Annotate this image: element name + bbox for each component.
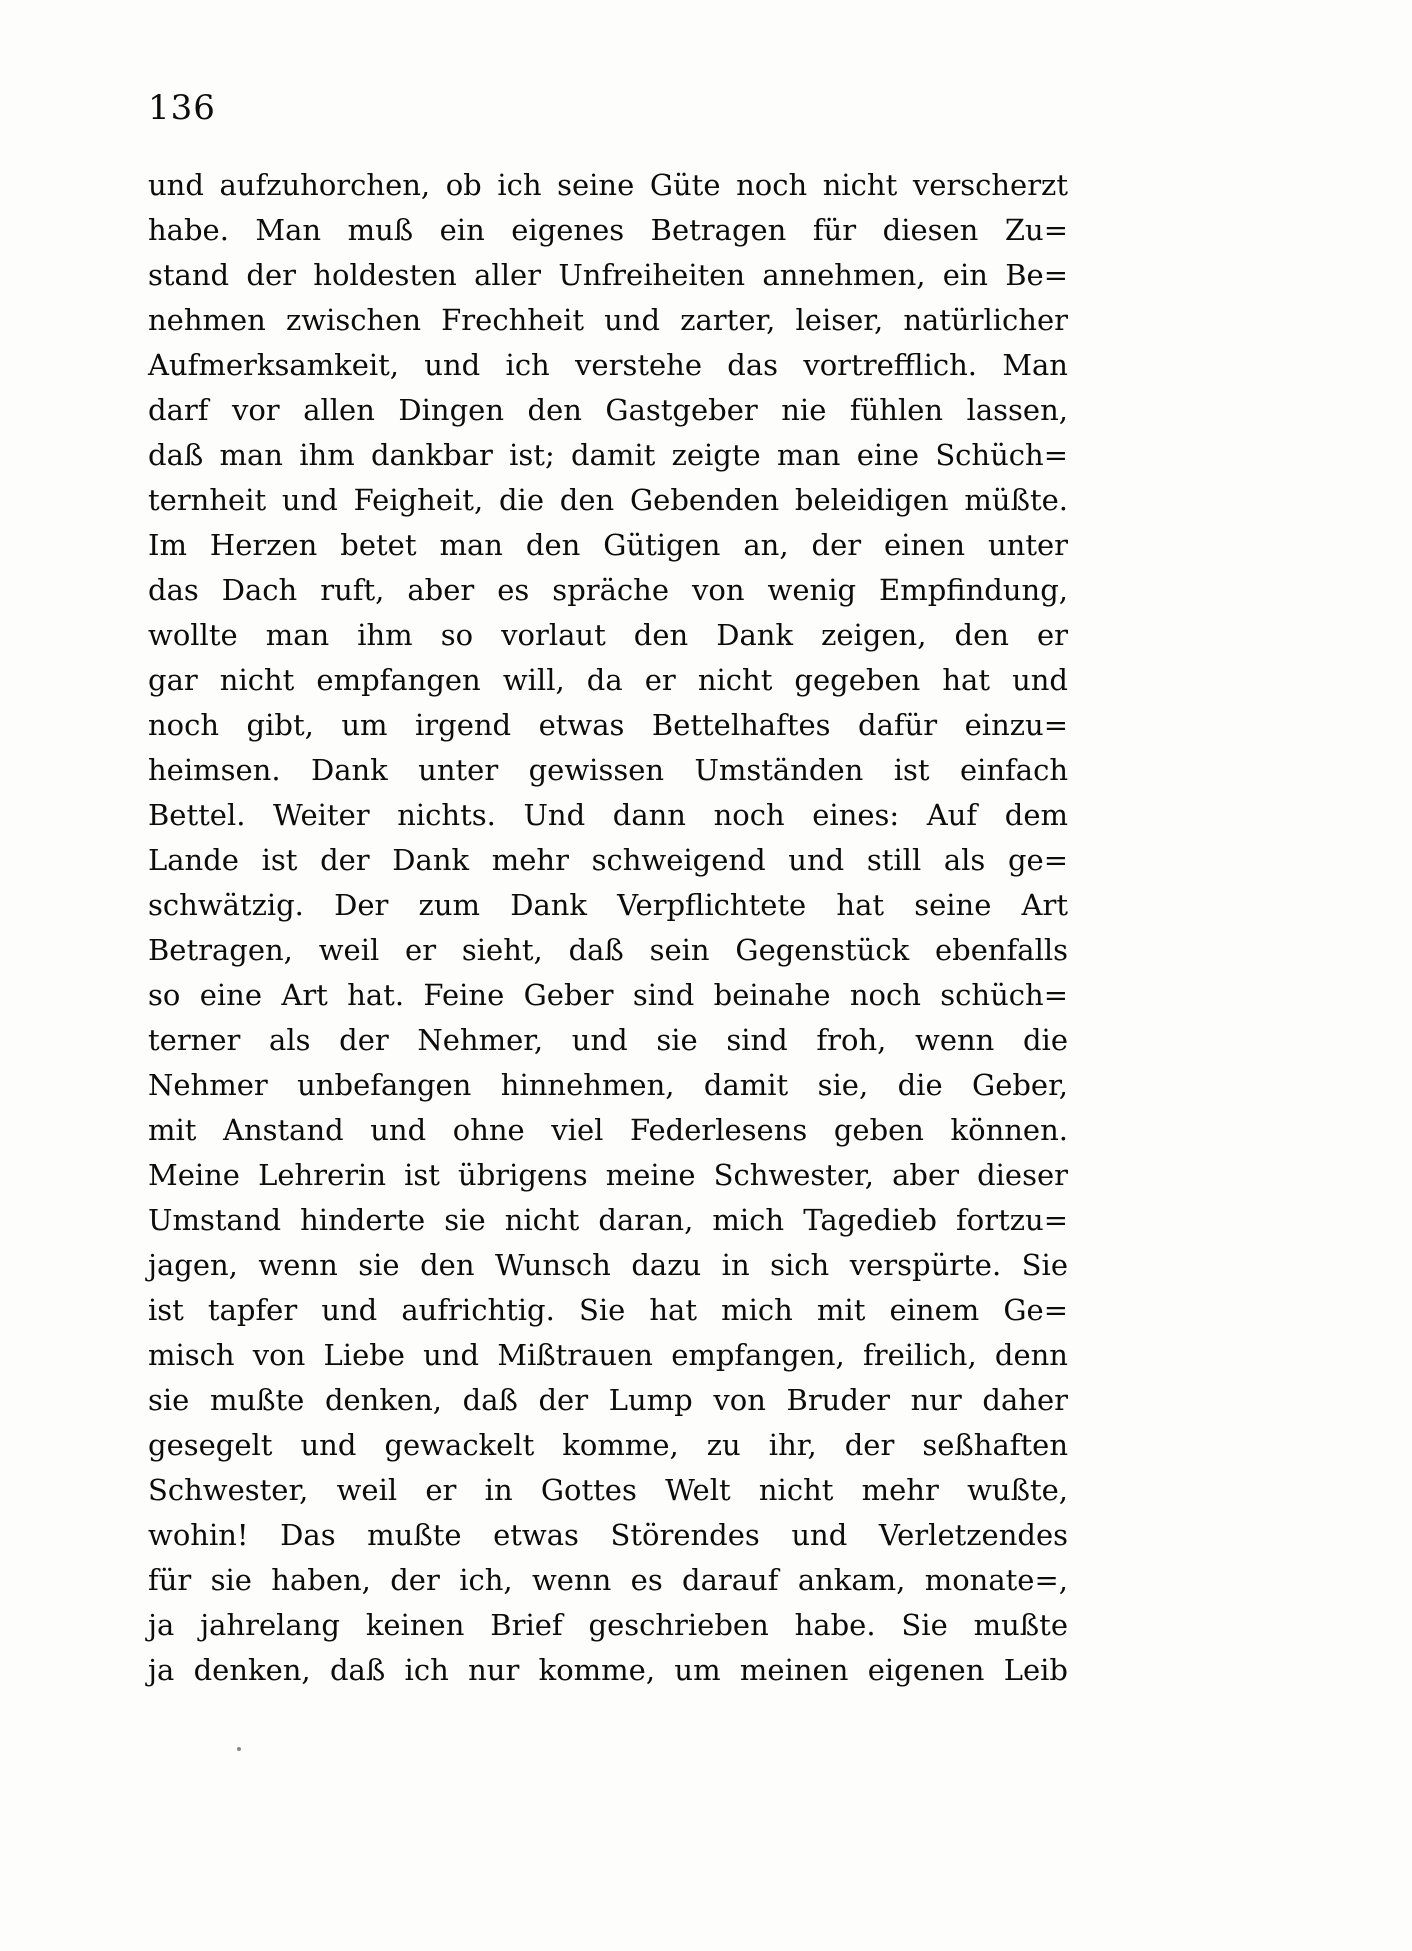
text-line: jagen, wenn sie den Wunsch dazu in sich verspürte. Sie (148, 1248, 1068, 1282)
text-line: terner als der Nehmer, und sie sind froh, wenn die (148, 1023, 1068, 1057)
text-line: für sie haben, der ich, wenn es darauf ankam, monate=, (148, 1563, 1068, 1597)
text-line: Bettel. Weiter nichts. Und dann noch eines: Auf dem (148, 798, 1068, 832)
text-line: das Dach ruft, aber es spräche von wenig Empfindung, (148, 573, 1068, 607)
scan-speck (237, 1747, 241, 1751)
text-line: wollte man ihm so vorlaut den Dank zeigen, den er (148, 618, 1068, 652)
text-line: Umstand hinderte sie nicht daran, mich Tagedieb fortzu= (148, 1203, 1068, 1237)
text-line: heimsen. Dank unter gewissen Umständen ist einfach (148, 753, 1068, 787)
text-line: misch von Liebe und Mißtrauen empfangen, freilich, denn (148, 1338, 1068, 1372)
text-line: schwätzig. Der zum Dank Verpflichtete hat seine Art (148, 888, 1068, 922)
text-line: Aufmerksamkeit, und ich verstehe das vortrefflich. Man (148, 348, 1068, 382)
text-line: Betragen, weil er sieht, daß sein Gegenstück ebenfalls (148, 933, 1068, 967)
text-line: Nehmer unbefangen hinnehmen, damit sie, die Geber, (148, 1068, 1068, 1102)
text-line: habe. Man muß ein eigenes Betragen für diesen Zu= (148, 213, 1068, 247)
text-line: daß man ihm dankbar ist; damit zeigte man eine Schüch= (148, 438, 1068, 472)
text-line: Lande ist der Dank mehr schweigend und still als ge= (148, 843, 1068, 877)
text-line: so eine Art hat. Feine Geber sind beinahe noch schüch= (148, 978, 1068, 1012)
body-text (148, 163, 1068, 1693)
text-line: gesegelt und gewackelt komme, zu ihr, der seßhaften (148, 1428, 1068, 1462)
text-line: und aufzuhorchen, ob ich seine Güte noch nicht verscherzt (148, 168, 1068, 202)
text-line: ja denken, daß ich nur komme, um meinen eigenen Leib (148, 1653, 1068, 1687)
text-line: gar nicht empfangen will, da er nicht gegeben hat und (148, 663, 1068, 697)
text-line: Im Herzen betet man den Gütigen an, der einen unter (148, 528, 1068, 562)
text-line: Meine Lehrerin ist übrigens meine Schwester, aber dieser (148, 1158, 1068, 1192)
text-line: ist tapfer und aufrichtig. Sie hat mich mit einem Ge= (148, 1293, 1068, 1327)
text-line: ternheit und Feigheit, die den Gebenden beleidigen müßte. (148, 483, 1068, 517)
text-line: nehmen zwischen Frechheit und zarter, leiser, natürlicher (148, 303, 1068, 337)
text-line: wohin! Das mußte etwas Störendes und Verletzendes (148, 1518, 1068, 1552)
text-line: stand der holdesten aller Unfreiheiten annehmen, ein Be= (148, 258, 1068, 292)
text-line: Schwester, weil er in Gottes Welt nicht mehr wußte, (148, 1473, 1068, 1507)
page-number: 136 (148, 88, 216, 128)
text-line: ja jahrelang keinen Brief geschrieben habe. Sie mußte (148, 1608, 1068, 1642)
text-line: mit Anstand und ohne viel Federlesens geben können. (148, 1113, 1068, 1147)
text-line: darf vor allen Dingen den Gastgeber nie fühlen lassen, (148, 393, 1068, 427)
text-line: sie mußte denken, daß der Lump von Bruder nur daher (148, 1383, 1068, 1417)
text-line: noch gibt, um irgend etwas Bettelhaftes dafür einzu= (148, 708, 1068, 742)
